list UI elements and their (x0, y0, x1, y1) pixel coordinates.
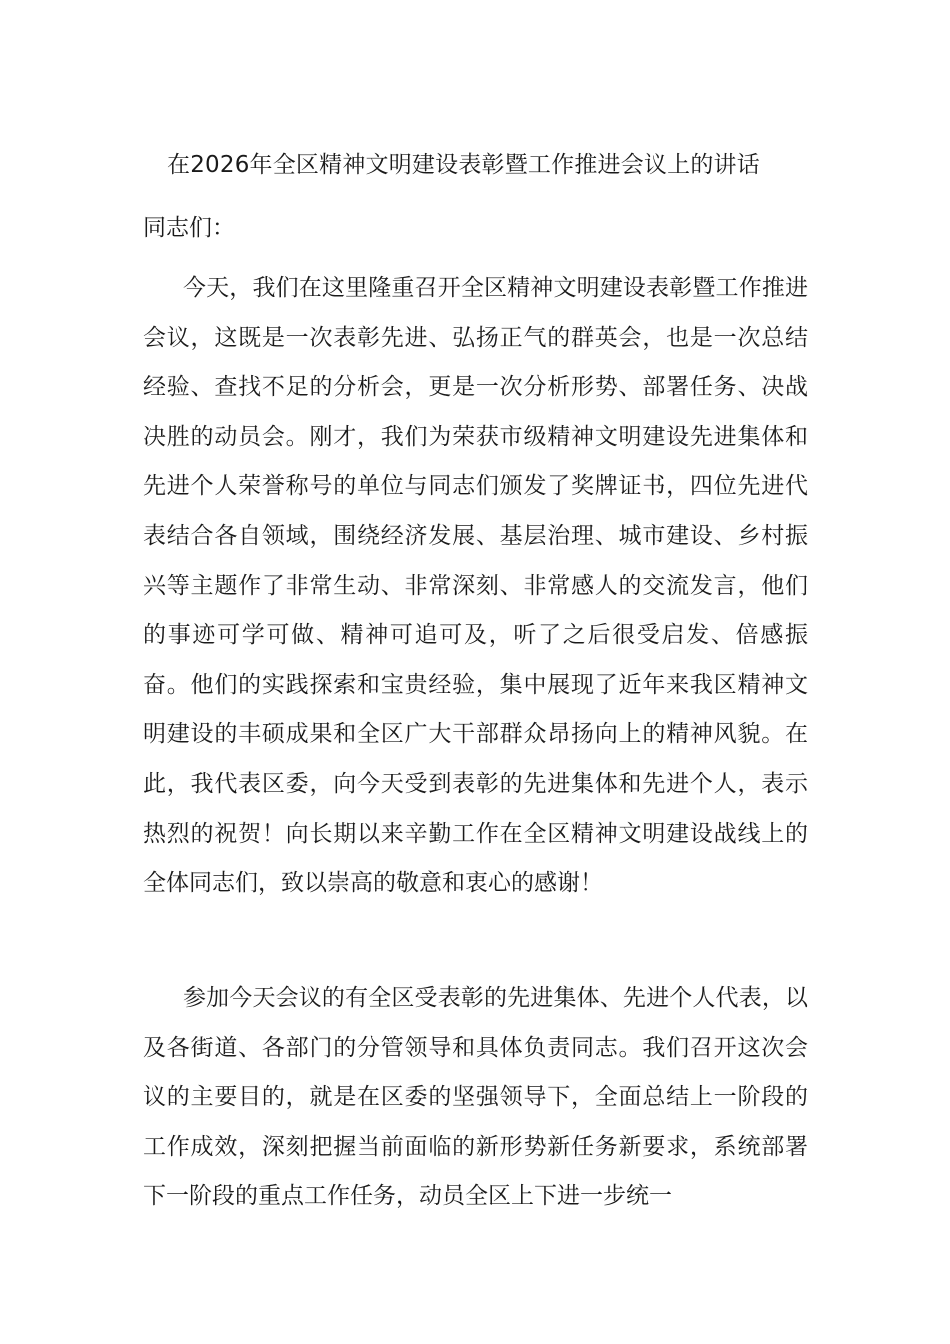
paragraph-2: 参加今天会议的有全区受表彰的先进集体、先进个人代表，以及各街道、各部门的分管领导和具体负责同志。我们召开这次会议的主要目的，就是在区委的坚强领导下，全面总结上一阶段的工作成效，深刻把握当前面临的新形势新任务新要求，系统部署下一阶段的重点工作任务，动员全区上下进一步统一 (143, 985, 808, 1210)
salutation: 同志们： (143, 215, 235, 241)
document-title: 在2026年全区精神文明建设表彰暨工作推进会议上的讲话 (167, 152, 760, 178)
paragraph-1: 今天，我们在这里隆重召开全区精神文明建设表彰暨工作推进会议，这既是一次表彰先进、弘扬正气的群英会，也是一次总结经验、查找不足的分析会，更是一次分析形势、部署任务、决战决胜的动员会。刚才，我们为荣获市级精神文明建设先进集体和先进个人荣誉称号的单位与同志们颁发了奖牌证书，四位先进代表结合各自领域，围绕经济发展、基层治理、城市建设、乡村振兴等主题作了非常生动、非常深刻、非常感人的交流发言，他们的事迹可学可做、精神可追可及，听了之后很受启发、倍感振奋。他们的实践探索和宝贵经验，集中展现了近年来我区精神文明建设的丰硕成果和全区广大干部群众昂扬向上的精神风貌。在此，我代表区委，向今天受到表彰的先进集体和先进个人，表示热烈的祝贺！向长期以来辛勤工作在全区精神文明建设战线上的全体同志们，致以崇高的敬意和衷心的感谢！ (143, 275, 808, 897)
